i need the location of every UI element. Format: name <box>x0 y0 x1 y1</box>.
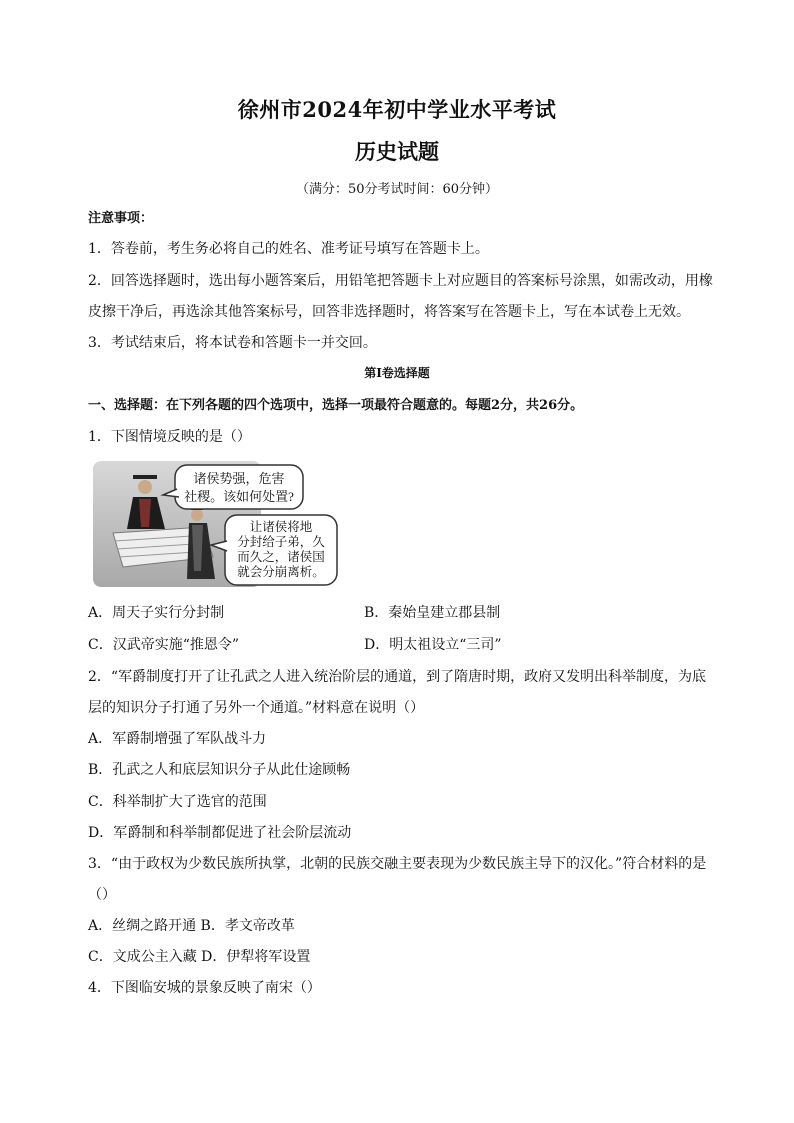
notice-heading: 注意事项： <box>88 211 154 226</box>
speech-bubble-1 <box>163 465 303 509</box>
bubble-2-line-4: 就会分崩离析。 <box>237 565 325 579</box>
question-1-option-c: C．汉武帝实施“推恩令” <box>88 637 240 653</box>
question-3-options-cd: C．文成公主入藏 D．伊犁将军设置 <box>88 949 311 965</box>
question-3-stem-line-1: 3．“由于政权为少数民族所执掌，北朝的民族交融主要表现为少数民族主导下的汉化。”符合材料的是 <box>88 856 707 872</box>
bubble-1-line-1: 诸侯势强，危害 <box>193 471 285 486</box>
question-1-option-b: B．秦始皇建立郡县制 <box>364 605 501 621</box>
question-2-option-a: A．军爵制增强了军队战斗力 <box>88 731 267 747</box>
question-2-stem-line-1: 2．“军爵制度打开了让孔武之人进入统治阶层的通道，到了隋唐时期，政府又发明出科举制度，为底 <box>88 669 707 685</box>
notice-item-2-line-2: 皮擦干净后，再选涂其他答案标号，回答非选择题时，将答案写在答题卡上，写在本试卷上无效。 <box>88 304 690 320</box>
question-1-option-d: D．明太祖设立“三司” <box>364 637 502 653</box>
question-4-stem: 4．下图临安城的景象反映了南宋（） <box>88 980 321 996</box>
notice-item-2-line-1: 2．回答选择题时，选出每小题答案后，用铅笔把答题卡上对应题目的答案标号涂黑，如需改动，用橡 <box>88 273 713 289</box>
question-1-stem: 1．下图情境反映的是（） <box>88 429 251 445</box>
exam-info: （满分：50分考试时间：60分钟） <box>295 182 499 197</box>
speech-bubble-2 <box>211 515 337 585</box>
question-2-option-b: B．孔武之人和底层知识分子从此仕途顾畅 <box>88 762 351 778</box>
question-3-stem-line-2: （） <box>88 887 116 903</box>
notice-item-1: 1．答卷前，考生务必将自己的姓名、准考证号填写在答题卡上。 <box>88 241 489 257</box>
bubble-2-line-2: 分封给子弟，久 <box>237 535 325 549</box>
subject-title: 历史试题 <box>355 139 439 164</box>
section-instruction: 一、选择题：在下列各题的四个选项中，选择一项最符合题意的。每题2分，共26分。 <box>88 398 584 413</box>
question-2-stem-line-2: 层的知识分子打通了另外一个通道。”材料意在说明（） <box>88 700 425 716</box>
exam-title: 徐州市2024年初中学业水平考试 <box>237 97 557 122</box>
question-1-illustration <box>93 461 339 587</box>
question-2-option-d: D．军爵制和科举制都促进了社会阶层流动 <box>88 825 352 841</box>
notice-item-3: 3．考试结束后，将本试卷和答题卡一并交回。 <box>88 335 377 351</box>
bubble-2-line-3: 而久之，诸侯国 <box>237 550 325 564</box>
question-1-option-a: A．周天子实行分封制 <box>88 605 225 621</box>
question-2-option-c: C．科举制扩大了选官的范围 <box>88 794 267 810</box>
question-3-options-ab: A．丝绸之路开通 B．孝文帝改革 <box>88 918 295 934</box>
volume-heading: 第I卷选择题 <box>364 366 430 380</box>
bubble-1-line-2: 社稷。该如何处置? <box>184 489 294 504</box>
bubble-2-line-1: 让诸侯将地 <box>249 520 313 534</box>
